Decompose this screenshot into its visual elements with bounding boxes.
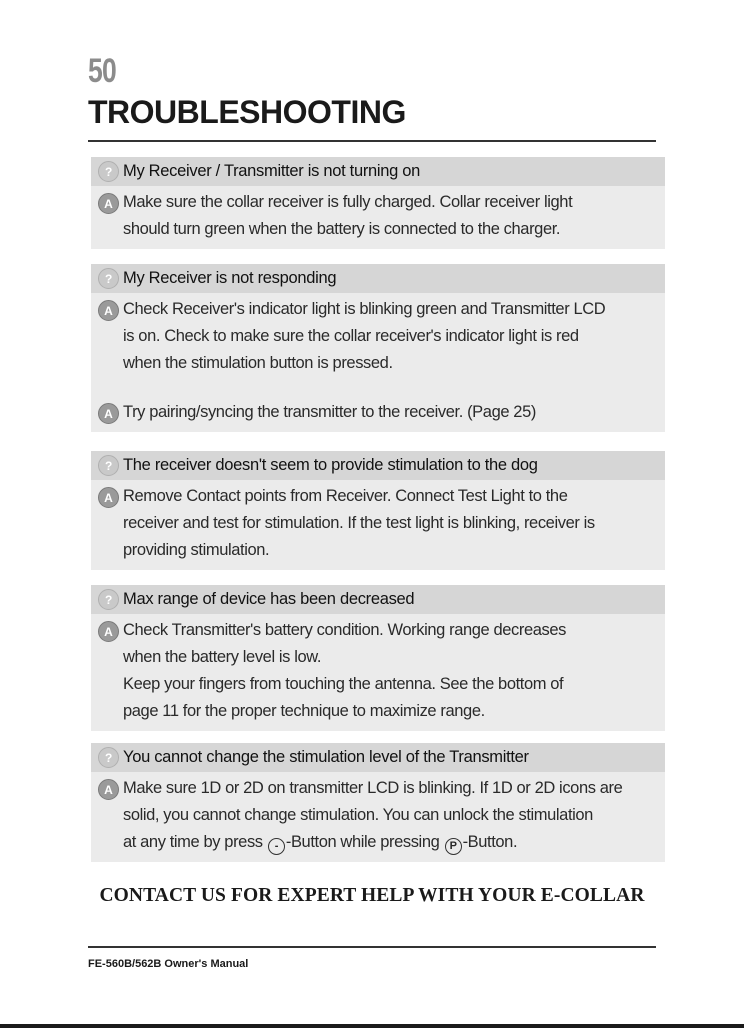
answer-line: should turn green when the battery is connected to the charger.: [123, 220, 561, 238]
faq-answer: [91, 614, 665, 731]
answer-line: solid, you cannot change stimulation. You can unlock the stimulation: [123, 806, 593, 824]
question-text: My Receiver is not responding: [123, 269, 337, 287]
bottom-rule: [88, 946, 656, 948]
answer-line: Try pairing/syncing the transmitter to the receiver. (Page 25): [123, 403, 536, 421]
faq-item: [91, 585, 665, 731]
page-number: 50: [88, 52, 116, 90]
faq-question: [91, 451, 665, 480]
faq-question: [91, 585, 665, 614]
answer-line-with-buttons: at any time by press - -Button while pressing P -Button.: [123, 829, 622, 856]
question-icon: ?: [98, 455, 119, 476]
faq-item: [91, 451, 665, 570]
answer-line: when the stimulation button is pressed.: [123, 354, 393, 372]
question-text: Max range of device has been decreased: [123, 590, 415, 608]
faq-answer: [91, 772, 665, 862]
answer-line: Make sure the collar receiver is fully charged. Collar receiver light: [123, 193, 573, 211]
answer-line: Make sure 1D or 2D on transmitter LCD is blinking. If 1D or 2D icons are: [123, 779, 623, 797]
answer-line: receiver and test for stimulation. If the test light is blinking, receiver is: [123, 514, 595, 532]
answer-line: Check Receiver's indicator light is blinking green and Transmitter LCD: [123, 300, 606, 318]
answer-line: Check Transmitter's battery condition. Working range decreases: [123, 621, 567, 639]
answer-line: Keep your fingers from touching the antenna. See the bottom of: [123, 675, 564, 693]
faq-answer: [91, 293, 665, 432]
answer-line: is on. Check to make sure the collar receiver's indicator light is red: [123, 327, 579, 345]
faq-question: [91, 264, 665, 293]
answer-line: page 11 for the proper technique to maximize range.: [123, 702, 485, 720]
question-icon: ?: [98, 161, 119, 182]
answer-icon: A: [98, 193, 119, 214]
answer-icon: A: [98, 403, 119, 424]
footer-manual-title: FE-560B/562B Owner's Manual: [88, 958, 249, 970]
question-icon: ?: [98, 589, 119, 610]
faq-question: [91, 157, 665, 186]
faq-item: [91, 743, 665, 862]
answer-line: Remove Contact points from Receiver. Connect Test Light to the: [123, 487, 568, 505]
answer-line: providing stimulation.: [123, 541, 270, 559]
question-icon: ?: [98, 268, 119, 289]
minus-button-icon: -: [268, 838, 285, 855]
question-text: You cannot change the stimulation level of the Transmitter: [123, 748, 529, 766]
faq-answer: [91, 480, 665, 570]
question-icon: ?: [98, 747, 119, 768]
answer-icon: A: [98, 300, 119, 321]
question-text: The receiver doesn't seem to provide stimulation to the dog: [123, 456, 538, 474]
answer-icon: A: [98, 621, 119, 642]
page-title: TROUBLESHOOTING: [88, 94, 406, 130]
top-rule: [88, 140, 656, 142]
answer-icon: A: [98, 487, 119, 508]
question-text: My Receiver / Transmitter is not turning on: [123, 162, 421, 180]
contact-banner: CONTACT US FOR EXPERT HELP WITH YOUR E-COLLAR: [99, 885, 645, 906]
faq-answer: [91, 186, 665, 249]
p-button-icon: P: [445, 838, 462, 855]
faq-item: [91, 157, 665, 249]
answer-icon: A: [98, 779, 119, 800]
page-bottom-border: [0, 1024, 744, 1028]
faq-item: [91, 264, 665, 432]
faq-question: [91, 743, 665, 772]
answer-line: when the battery level is low.: [123, 648, 322, 666]
